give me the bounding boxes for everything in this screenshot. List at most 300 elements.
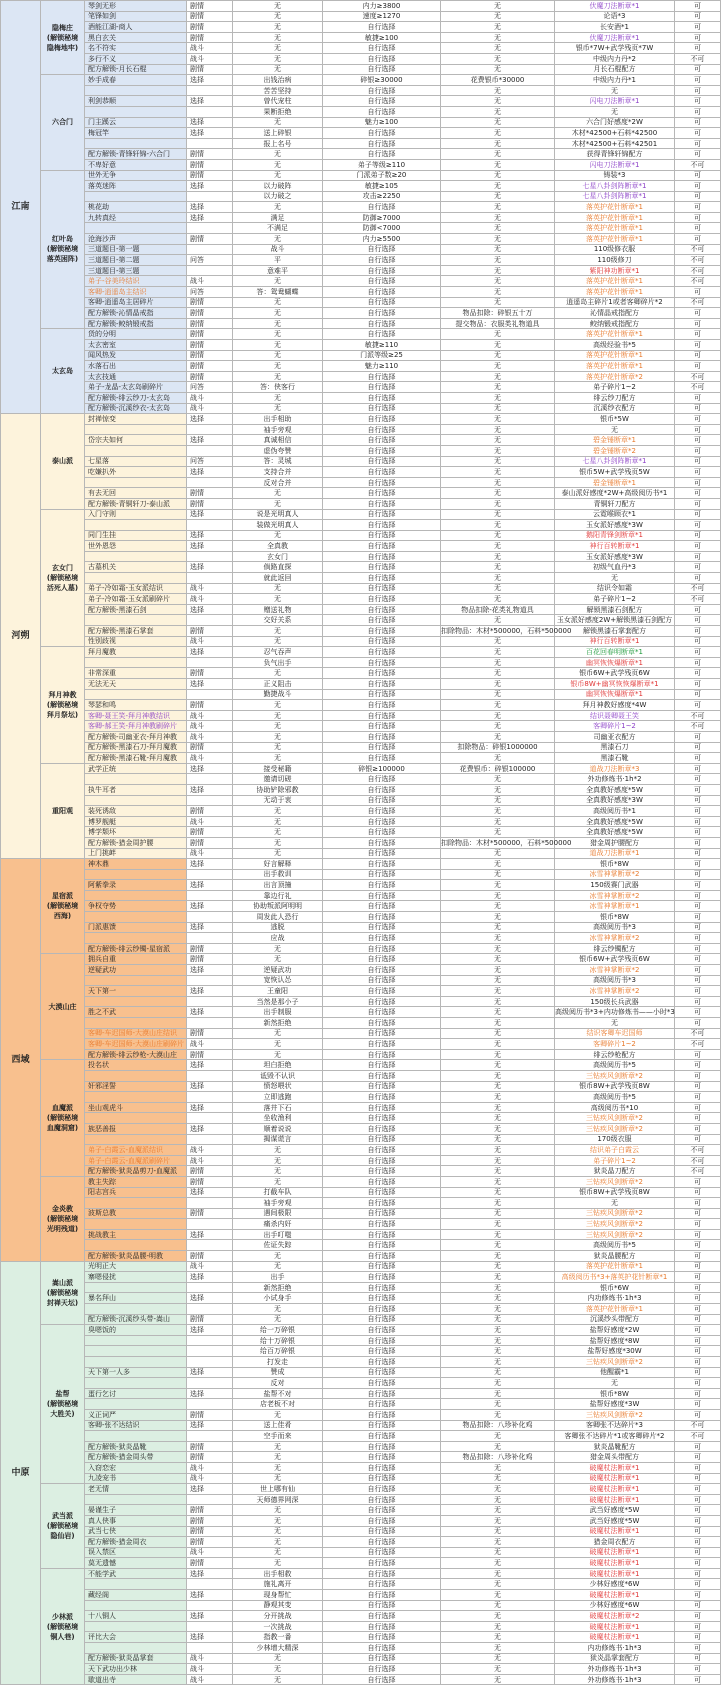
condition-cell: 自行选择 [323,435,441,446]
reward-cell: 武当好感度*5W [555,1505,675,1516]
cost-cell: 无 [441,117,555,128]
table-row [1,1018,721,1029]
event-name-cell: 真人侠事 [85,1515,187,1526]
event-type-cell: 选择 [187,467,233,478]
reward-cell: 七星八卦剑阵断章*1 [555,456,675,467]
condition-cell: 自行选择 [323,22,441,33]
option-cell: 真诚相信 [233,435,323,446]
event-name-cell: 配方解锁-沁情晶戒指 [85,308,187,319]
event-name-cell: 弟子-白霞云-血魔派结识 [85,1145,187,1156]
faction-cell: 嵩山派 (解锁秘境 封禅天坛) [41,1261,85,1325]
repeat-cell: 可 [675,636,721,647]
table-row [1,1219,721,1230]
cost-cell: 无 [441,731,555,742]
table-row [1,1399,721,1410]
option-cell: 曾代宠柱 [233,96,323,107]
table-row [1,392,721,403]
condition-cell: 自行选择 [323,1494,441,1505]
repeat-cell: 可 [675,679,721,690]
event-type-cell [187,996,233,1007]
cost-cell: 无 [441,1558,555,1569]
repeat-cell: 不可 [675,159,721,170]
event-type-cell: 战斗 [187,1473,233,1484]
cost-cell: 无 [441,1590,555,1601]
repeat-cell: 可 [675,774,721,785]
repeat-cell: 可 [675,954,721,965]
condition-cell: 自行选择 [323,1420,441,1431]
reward-cell: 长安酒*1 [555,22,675,33]
table-row [1,753,721,764]
table-row [1,1579,721,1590]
event-type-cell: 战斗 [187,403,233,414]
option-cell: 无 [233,234,323,245]
table-row [1,276,721,287]
table-row [1,1251,721,1262]
event-type-cell: 问答 [187,287,233,298]
condition-cell: 自行选择 [323,1357,441,1368]
option-cell: 无 [233,1251,323,1262]
event-type-cell: 选择 [187,509,233,520]
repeat-cell: 可 [675,64,721,75]
event-name-cell [85,1304,187,1315]
table-row [1,1134,721,1145]
repeat-cell: 可 [675,1547,721,1558]
table-row [1,1378,721,1389]
repeat-cell: 可 [675,562,721,573]
cost-cell: 无 [441,445,555,456]
event-name-cell: 太玄密室 [85,340,187,351]
option-cell: 落井下石 [233,1102,323,1113]
table-row [1,551,721,562]
reward-cell: 他醒霸*1 [555,1367,675,1378]
cost-cell: 无 [441,424,555,435]
table-row [1,679,721,690]
cost-cell: 无 [441,636,555,647]
event-name-cell: 弟子-谷美玲结识 [85,276,187,287]
condition-cell: 自行选择 [323,1325,441,1336]
option-cell: 逃脱 [233,922,323,933]
option-cell: 少林增大精深 [233,1643,323,1654]
condition-cell: 自行选择 [323,96,441,107]
repeat-cell: 可 [675,1240,721,1251]
reward-cell: 月长石棍配方 [555,64,675,75]
option-cell: 无 [233,350,323,361]
event-type-cell: 战斗 [187,594,233,605]
cost-cell: 无 [441,1198,555,1209]
cost-cell: 无 [441,181,555,192]
event-name-cell: 寨嗯侵扰 [85,1272,187,1283]
table-row [1,1325,721,1336]
repeat-cell: 可 [675,1674,721,1685]
table-row [1,1409,721,1420]
event-type-cell [187,774,233,785]
table-row [1,827,721,838]
event-name-cell: 有去无回 [85,488,187,499]
cost-cell: 无 [441,1176,555,1187]
event-type-cell [187,1431,233,1442]
event-type-cell: 战斗 [187,1155,233,1166]
event-name-cell: 配方解锁-黑漆石剑 [85,604,187,615]
reward-cell: 高级阅历书*3+落英护花针断章*1 [555,1272,675,1283]
reward-cell: 冰雪神掌断章*2 [555,986,675,997]
event-name-cell: 配方解锁-沉溪纱衣-太玄岛 [85,403,187,414]
event-type-cell: 选择 [187,75,233,86]
table-row [1,986,721,997]
table-row [1,1123,721,1134]
condition-cell: 自行选择 [323,541,441,552]
table-row [1,202,721,213]
option-cell: 无 [233,11,323,22]
table-row [1,255,721,266]
table-row [1,1441,721,1452]
condition-cell: 门派弟子数≥20 [323,170,441,181]
reward-cell: 落英护花针断章*1 [555,223,675,234]
cost-cell: 无 [441,1357,555,1368]
reward-cell: 破魔杖法断章*1 [555,1484,675,1495]
reward-cell: 170级衣服 [555,1134,675,1145]
option-cell: 无 [233,1,323,12]
cost-cell: 无 [441,255,555,266]
reward-cell: 落英护花针断章*1 [555,350,675,361]
cost-cell: 无 [441,265,555,276]
event-name-cell [85,615,187,626]
repeat-cell: 可 [675,827,721,838]
option-cell: 盐帮不对 [233,1388,323,1399]
reward-cell: 玉女派好感度2W+解锁黑漆石剑配方 [555,615,675,626]
reward-cell: 银币*6W [555,1282,675,1293]
option-cell: 交好关系 [233,615,323,626]
reward-cell: 三钻疾风剑断章*2 [555,1219,675,1230]
option-cell: 无 [233,1028,323,1039]
table-row [1,774,721,785]
condition-cell: 自行选择 [323,827,441,838]
condition-cell: 自行选择 [323,308,441,319]
reward-cell: 神行百转断章*1 [555,541,675,552]
event-name-cell [85,1092,187,1103]
option-cell: 无 [233,742,323,753]
cost-cell: 无 [441,869,555,880]
repeat-cell: 可 [675,22,721,33]
event-name-cell: 波斯总教 [85,1208,187,1219]
repeat-cell: 不可 [675,53,721,64]
option-cell: 无 [233,318,323,329]
condition-cell: 敏捷≥105 [323,181,441,192]
repeat-cell: 可 [675,1219,721,1230]
condition-cell: 自行选择 [323,85,441,96]
repeat-cell: 可 [675,1314,721,1325]
event-name-cell: 桃花劫 [85,202,187,213]
condition-cell: 自行选择 [323,329,441,340]
table-row [1,933,721,944]
event-name-cell: 配方解锁-猎金周头带 [85,1452,187,1463]
faction-cell: 隐梅庄 (解锁秘境 隐梅地牢) [41,1,85,75]
option-cell: 邀请切磋 [233,774,323,785]
event-type-cell [187,912,233,923]
option-cell: 无 [233,943,323,954]
event-type-cell: 战斗 [187,1664,233,1675]
region-cell: 江南 [1,1,41,414]
condition-cell: 弟子等级≥110 [323,159,441,170]
event-name-cell [85,520,187,531]
repeat-cell: 不可 [675,1166,721,1177]
table-row [1,318,721,329]
repeat-cell: 可 [675,1346,721,1357]
event-type-cell [187,520,233,531]
option-cell: 无 [233,1441,323,1452]
table-row [1,1145,721,1156]
table-row [1,1568,721,1579]
condition-cell: 自行选择 [323,403,441,414]
repeat-cell: 可 [675,837,721,848]
option-cell: 宽恢认怂 [233,975,323,986]
table-row [1,859,721,870]
condition-cell: 自行选择 [323,1388,441,1399]
cost-cell: 无 [441,710,555,721]
reward-cell: 冰雪神掌断章*2 [555,965,675,976]
event-type-cell [187,477,233,488]
event-name-cell: 琴瑟和鸣 [85,700,187,711]
repeat-cell: 可 [675,604,721,615]
event-name-cell [85,774,187,785]
table-row [1,64,721,75]
option-cell: 应战 [233,933,323,944]
repeat-cell: 可 [675,170,721,181]
event-name-cell [85,996,187,1007]
condition-cell: 自行选择 [323,943,441,954]
event-type-cell: 剧情 [187,308,233,319]
table-row [1,1070,721,1081]
option-cell: 无动于衷 [233,795,323,806]
event-name-cell: 沧海沙声 [85,234,187,245]
condition-cell: 自行选择 [323,1600,441,1611]
option-cell: 出手制服 [233,1007,323,1018]
cost-cell: 无 [441,43,555,54]
condition-cell: 自行选择 [323,1473,441,1484]
table-row [1,1060,721,1071]
event-type-cell: 选择 [187,1590,233,1601]
option-cell: 无 [233,149,323,160]
reward-cell: 落英护花针断章*1 [555,276,675,287]
event-name-cell: 配方解锁-青锋轩锦-六合门 [85,149,187,160]
event-type-cell [187,424,233,435]
option-cell: 揭谋谎言 [233,1134,323,1145]
repeat-cell: 可 [675,392,721,403]
condition-cell: 自行选择 [323,710,441,721]
cost-cell: 无 [441,1632,555,1643]
cost-cell: 无 [441,371,555,382]
event-type-cell: 战斗 [187,392,233,403]
event-name-cell: 配方解锁-狱炎晶剪刀-血魔派 [85,1166,187,1177]
repeat-cell: 可 [675,1007,721,1018]
option-cell: 就此返回 [233,573,323,584]
reward-cell: 客卿碎片1~2 [555,721,675,732]
event-type-cell: 选择 [187,647,233,658]
repeat-cell: 不可 [675,382,721,393]
option-cell: 无 [233,1166,323,1177]
event-name-cell: 配方解锁-猎金周护腰 [85,837,187,848]
option-cell: 报上名号 [233,138,323,149]
condition-cell: 自行选择 [323,1028,441,1039]
event-name-cell: 拥兵自重 [85,954,187,965]
condition-cell: 自行选择 [323,901,441,912]
reward-cell: 武当好感度*5W [555,1515,675,1526]
reward-cell: 绯云纱镯配方 [555,943,675,954]
event-type-cell [187,1198,233,1209]
option-cell: 新然拒绝 [233,1282,323,1293]
event-name-cell: 配方解锁-司幽亚衣-拜月神教 [85,731,187,742]
cost-cell: 无 [441,1494,555,1505]
condition-cell: 内力≥5500 [323,234,441,245]
option-cell: 袖手旁观 [233,424,323,435]
event-name-cell: 晏谨生子 [85,1505,187,1516]
condition-cell: 自行选择 [323,1378,441,1389]
event-name-cell: 酒能江湖-商人 [85,22,187,33]
option-cell: 靠边行礼 [233,890,323,901]
event-type-cell: 剧情 [187,361,233,372]
option-cell: 无 [233,202,323,213]
repeat-cell: 可 [675,912,721,923]
cost-cell: 无 [441,816,555,827]
reward-cell: 银币5W+武学残页5W [555,467,675,478]
cost-cell: 无 [441,159,555,170]
event-type-cell: 选择 [187,1420,233,1431]
option-cell: 无 [233,1261,323,1272]
cost-cell: 无 [441,32,555,43]
condition-cell: 自行选择 [323,1632,441,1643]
reward-cell: 客卿张不达碎片*3 [555,1420,675,1431]
condition-cell: 自行选择 [323,795,441,806]
event-name-cell [85,1346,187,1357]
event-name-cell: 笔锋如剑 [85,11,187,22]
reward-cell: 初级气血丹*3 [555,562,675,573]
repeat-cell: 可 [675,212,721,223]
table-row [1,53,721,64]
condition-cell: 自行选择 [323,1272,441,1283]
reward-cell: 三钻疾风剑断章*2 [555,1176,675,1187]
repeat-cell: 可 [675,234,721,245]
event-name-cell: 弟子-冷如霜-玉女派刷碎片 [85,594,187,605]
table-row [1,1335,721,1346]
cost-cell: 无 [441,456,555,467]
option-cell: 无 [233,530,323,541]
reward-cell: 外功修炼书·1h*3 [555,1664,675,1675]
table-row [1,138,721,149]
condition-cell: 自行选择 [323,244,441,255]
event-name-cell [85,1113,187,1124]
option-cell: 平 [233,255,323,266]
cost-cell: 无 [441,350,555,361]
reward-cell: 冰雪神掌断章*2 [555,933,675,944]
repeat-cell: 可 [675,1293,721,1304]
option-cell: 袖手旁观 [233,1198,323,1209]
event-type-cell: 选择 [187,212,233,223]
repeat-cell: 可 [675,1060,721,1071]
repeat-cell: 可 [675,541,721,552]
option-cell: 无 [233,1558,323,1569]
repeat-cell: 不可 [675,1155,721,1166]
option-cell: 无 [233,636,323,647]
reward-cell: 无 [555,424,675,435]
reward-cell: 弟子碎片1~2 [555,1155,675,1166]
condition-cell: 自行选择 [323,700,441,711]
repeat-cell: 可 [675,1664,721,1675]
condition-cell: 自行选择 [323,318,441,329]
event-type-cell: 剧情 [187,954,233,965]
event-name-cell: 武当七侠 [85,1526,187,1537]
reward-cell: 高级阅历书*1 [555,806,675,817]
repeat-cell: 可 [675,933,721,944]
table-row [1,1039,721,1050]
condition-cell: 自行选择 [323,498,441,509]
condition-cell: 自行选择 [323,996,441,1007]
event-name-cell: 性别歧视 [85,636,187,647]
reward-cell: 结识聂卿聂王笑 [555,710,675,721]
reward-cell: 破魔杖法断章*1 [555,1473,675,1484]
option-cell: 无 [233,583,323,594]
reward-cell: 破魔杖法断章*1 [555,1494,675,1505]
event-name-cell: 配方解锁-猎金周衣 [85,1537,187,1548]
reward-cell: 高级阅历书*5 [555,1240,675,1251]
event-type-cell: 战斗 [187,753,233,764]
repeat-cell: 可 [675,986,721,997]
event-type-cell [187,689,233,700]
reward-cell: 三钻疾风剑断章*2 [555,1208,675,1219]
reward-cell: 狱炎晶腰配方 [555,1251,675,1262]
event-name-cell: 莫无遗憾 [85,1558,187,1569]
cost-cell: 无 [441,1409,555,1420]
cost-cell: 无 [441,530,555,541]
repeat-cell: 可 [675,615,721,626]
event-type-cell [187,106,233,117]
reward-cell: 三钻疾风剑断章*2 [555,1409,675,1420]
event-name-cell: 客卿-车迟国师-大漠山庄刷碎片 [85,1039,187,1050]
option-cell: 无 [233,1176,323,1187]
table-row [1,244,721,255]
table-row [1,1632,721,1643]
reward-cell: 七星八卦剑阵断章*1 [555,181,675,192]
repeat-cell: 不可 [675,297,721,308]
reward-cell: 外功修炼书·1h*3 [555,1674,675,1685]
event-name-cell: 配方解锁-绯云纱枪-大漠山庄 [85,1049,187,1060]
reward-cell: 结识弟子白霞云 [555,1145,675,1156]
table-row [1,329,721,340]
table-row [1,1611,721,1622]
option-cell: 无 [233,1505,323,1516]
repeat-cell: 可 [675,689,721,700]
option-cell: 不满足 [233,223,323,234]
reward-cell: 司幽亚衣配方 [555,731,675,742]
reward-cell: 道战刀法断章*1 [555,848,675,859]
condition-cell: 自行选择 [323,1198,441,1209]
table-row [1,467,721,478]
cost-cell: 无 [441,1505,555,1516]
table-row [1,1113,721,1124]
condition-cell: 自行选择 [323,1515,441,1526]
event-name-cell [85,1134,187,1145]
table-row [1,1081,721,1092]
table-row [1,965,721,976]
reward-cell: 沁情晶戒指配方 [555,308,675,319]
repeat-cell: 可 [675,530,721,541]
option-cell: 以力破阵 [233,181,323,192]
cost-cell: 无 [441,721,555,732]
event-type-cell: 选择 [187,1102,233,1113]
table-row [1,1208,721,1219]
table-row [1,943,721,954]
option-cell: 送上佳肴 [233,1420,323,1431]
event-name-cell: 逆疑武功 [85,965,187,976]
event-type-cell [187,1134,233,1145]
